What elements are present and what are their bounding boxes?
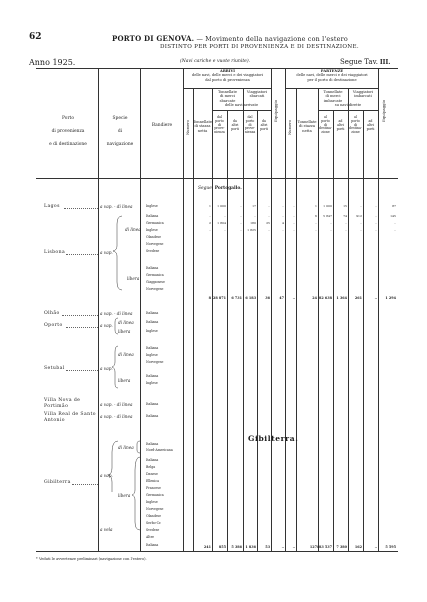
port-setubal: Setubal xyxy=(44,366,65,371)
table-cell: .. xyxy=(209,228,211,232)
table-cell: .. xyxy=(293,221,295,225)
merci-imbarcate-l1: Tonnellate xyxy=(323,90,343,94)
flag-oporto-0: Italiana xyxy=(146,320,159,324)
viaggiatori-sbarcati-l1: Viaggiatori xyxy=(246,90,268,94)
partenze-stazza-l1: Tonnellate xyxy=(297,120,317,124)
table-cell: 5 595 xyxy=(385,545,396,549)
porto-header-line2: di provenienza xyxy=(51,129,85,134)
table-cell: .. xyxy=(375,221,377,225)
table-cell: .. xyxy=(282,214,284,218)
table-cell: 6 731 xyxy=(231,296,242,300)
dal-porto-2-l5: nienza xyxy=(244,130,256,135)
flag-gib-vela-0: Italiana xyxy=(146,543,159,547)
flag-gib-libera-4: Francese xyxy=(146,486,161,490)
table-number: III. xyxy=(379,59,391,66)
table-cell: .. xyxy=(268,214,270,218)
dal-porto-1-l4: prove- xyxy=(214,126,225,131)
equipaggio-partenze-header: Equipaggio xyxy=(381,100,386,122)
title-rest: — Movimento della navigazione con l'estero xyxy=(196,35,348,43)
flag-gib-libera-3: Ellenica xyxy=(146,479,160,483)
table-cell: 855 xyxy=(218,545,226,549)
table-cell: 1 364 xyxy=(336,296,347,300)
table-cell: .. xyxy=(240,221,242,225)
table-cell: 5 847 xyxy=(323,214,332,218)
table-cell: 127 xyxy=(309,545,317,549)
port-villa-real: Villa Real de Santo Antonio xyxy=(44,412,96,423)
table-cell: .. xyxy=(292,545,295,549)
navi-partite-header: su navi dirette xyxy=(334,103,362,107)
specie-header-line2: di xyxy=(117,129,123,134)
merci-imbarcate-l3: imbarcate xyxy=(323,98,343,103)
ad-altri-1-l1: ad xyxy=(338,119,343,123)
table-cell: .. xyxy=(224,214,226,218)
table-cell: .. xyxy=(345,221,347,225)
al-porto-1-l4: destina- xyxy=(319,126,332,131)
flag-setubal-0: Italiana xyxy=(146,346,159,350)
dal-porto-2-l4: prove- xyxy=(244,126,256,131)
dal-porto-2-l2: porto xyxy=(245,118,255,123)
table-cell: 1 xyxy=(209,204,211,208)
table-cell: 82 638 xyxy=(319,296,332,300)
table-cell: .. xyxy=(268,204,270,208)
table-cell: 1 825 xyxy=(247,228,256,232)
al-porto-1-l3: di xyxy=(323,122,328,127)
ad-altri-2-l2: altri xyxy=(367,122,374,127)
flag-olhao: Italiana xyxy=(146,311,159,315)
nav-gibilterra-vela: a vela xyxy=(100,527,113,532)
partenze-sub-2: per il porto di destinazione xyxy=(307,77,357,82)
da-altri-1-l3: porti xyxy=(231,126,239,131)
arrivi-stazza-l2: di stazza xyxy=(194,124,211,129)
flag-lisbona-libera-0: Italiana xyxy=(146,266,159,270)
arrivi-numero-header: Numero xyxy=(186,120,190,135)
specie-header-line3: navigazione xyxy=(106,142,134,147)
table-cell: 8 xyxy=(208,296,211,300)
da-altri-1-l2: altri xyxy=(231,122,239,127)
table-cell: .. xyxy=(293,228,295,232)
table-cell: .. xyxy=(360,204,362,208)
flag-lagos: Inglese xyxy=(146,204,158,208)
table-cell: 7 380 xyxy=(336,545,347,549)
port-olhao: Olhão xyxy=(44,311,60,316)
port-oporto: Oporto xyxy=(44,323,63,328)
arrivi-title: ARRIVI xyxy=(220,69,235,73)
flag-gib-libera-11: Altre xyxy=(146,535,155,539)
flag-lisbona-linea-5: Svedese xyxy=(146,249,160,253)
al-porto-1-l2: porto xyxy=(321,118,330,123)
al-porto-2-l4: destina- xyxy=(349,126,362,131)
table-cell: .. xyxy=(293,214,295,218)
table-cell: .. xyxy=(268,228,270,232)
table-cell: 261 xyxy=(354,296,362,300)
flag-lisbona-linea-2: Inglese xyxy=(146,228,158,232)
table-note: (Navi cariche e vuote riunite). xyxy=(180,59,251,64)
flag-gib-linea-1: Nord-Americana xyxy=(146,448,173,452)
al-porto-2-l2: porto xyxy=(351,118,360,123)
brace-setubal xyxy=(112,346,118,388)
merci-sbarcate-l1: Tonnellate xyxy=(217,90,238,94)
table-cell: 87 xyxy=(392,204,396,208)
section-gibilterra: Gibilterra. xyxy=(248,434,299,443)
brace-gib-linea xyxy=(137,441,140,453)
table-cell: .. xyxy=(292,296,295,300)
flag-gib-libera-6: Inglese xyxy=(146,500,158,504)
flag-villa-real: Italiana xyxy=(146,414,159,418)
section-segue: Segue: xyxy=(198,186,214,191)
nav-gibilterra: a vap. xyxy=(100,473,113,478)
flag-gib-libera-8: Olandese xyxy=(146,514,162,518)
table-cell: 25 xyxy=(266,221,270,225)
nav-olhao: a vap. - di linea xyxy=(100,311,133,316)
viaggiatori-imbarcati-l2: imbarcati xyxy=(354,94,372,99)
table-cell: 28 871 xyxy=(213,296,226,300)
table-cell: .. xyxy=(254,214,256,218)
ad-altri-2-l3: porti xyxy=(366,126,375,131)
merci-sbarcate-l3: sbarcate xyxy=(219,98,236,103)
nav-setubal-libera: libera xyxy=(118,378,131,383)
table-cell: .. xyxy=(394,228,396,232)
table-cell: 1 xyxy=(315,204,317,208)
flag-gib-libera-2: Danese xyxy=(146,472,158,476)
table-cell: .. xyxy=(375,204,377,208)
table-cell: .. xyxy=(224,228,226,232)
section-portogallo-name: Portogallo. xyxy=(214,186,242,191)
flag-setubal-4: Inglese xyxy=(146,381,158,385)
table-cell: .. xyxy=(394,221,396,225)
partenze-stazza-l2: di stazza xyxy=(299,124,315,129)
table-cell: .. xyxy=(374,545,377,549)
table-cell: 162 xyxy=(354,545,362,549)
arrivi-stazza-l3: netta xyxy=(197,128,208,133)
flag-gib-libera-1: Belga xyxy=(146,465,156,469)
table-cell: 1 294 xyxy=(385,296,396,300)
table-cell: 6 183 xyxy=(245,296,256,300)
al-porto-1-l5: zione xyxy=(321,130,330,135)
nav-oporto: a vap. xyxy=(100,323,113,328)
table-cell: 2 xyxy=(209,221,211,225)
merci-imbarcate-l2: di merci xyxy=(325,94,341,99)
table-cell: .. xyxy=(375,228,377,232)
table-cell: 47 xyxy=(279,296,284,300)
table-cell: .. xyxy=(315,221,317,225)
bandiere-header: Bandiere xyxy=(151,123,173,128)
nav-lisbona-libera: libera xyxy=(127,276,140,281)
nav-lisbona-linea: di linea xyxy=(125,227,141,232)
year-label: Anno 1925. xyxy=(29,58,76,67)
partenze-numero-header: Numero xyxy=(288,120,292,135)
nav-setubal-linea: di linea xyxy=(118,352,134,357)
table-cell: 241 xyxy=(203,545,211,549)
porto-header-line3: e di destinazione xyxy=(49,142,87,147)
port-lagos: Lagos xyxy=(44,204,60,209)
arrivi-sub-2: dal porto di provenienza xyxy=(205,77,250,82)
footnote: * Veduti le avvertenze preliminari (navigazione con l'estero). xyxy=(36,557,147,561)
table-cell: 145 xyxy=(390,214,396,218)
da-altri-1-l1: da xyxy=(233,119,237,123)
table-cell: .. xyxy=(375,214,377,218)
flag-gib-linea-0: Italiana xyxy=(146,442,159,446)
al-porto-2-l1: al xyxy=(354,115,357,119)
nav-villa-nova: a vap. - di linea xyxy=(100,402,133,407)
table-cell: .. xyxy=(360,221,362,225)
flag-villa-nova: Italiana xyxy=(146,402,159,406)
flag-setubal-1: Inglese xyxy=(146,353,158,357)
table-cell: 1 000 xyxy=(323,204,332,208)
flag-gib-libera-10: Svedese xyxy=(146,528,160,532)
brace-oporto xyxy=(115,318,118,334)
arrivi-sub-1: delle navi, delle merci e dei viaggiatori xyxy=(191,73,264,78)
title-main: PORTO DI GENOVA. xyxy=(112,34,195,43)
porto-header-line1: Porto xyxy=(62,116,74,121)
table-cell: .. xyxy=(281,545,284,549)
table-cell: 74 xyxy=(343,214,347,218)
table-cell: .. xyxy=(293,204,295,208)
page-subtitle: DISTINTO PER PORTI DI PROVENIENZA E DI DESTINAZIONE. xyxy=(160,44,359,50)
brace-lisbona xyxy=(113,216,122,290)
dal-porto-1-l5: nienza xyxy=(214,130,225,135)
flag-lisbona-libera-3: Norvegese xyxy=(146,287,164,291)
table-cell: 1 000 xyxy=(217,204,226,208)
dal-porto-2-l1: dal xyxy=(247,115,253,119)
flag-lisbona-libera-2: Giapponese xyxy=(146,280,165,284)
table-cell: 15 xyxy=(343,204,347,208)
flag-lisbona-linea-1: Germanica xyxy=(146,221,164,225)
table-cell: 53 xyxy=(265,545,270,549)
table-cell: 4 xyxy=(282,221,284,225)
table-cell: .. xyxy=(240,204,242,208)
table-cell: 1 804 xyxy=(217,221,226,225)
brace-gib-libera xyxy=(132,457,140,530)
port-villa-nova: Villa Nova de Portimão xyxy=(44,398,81,409)
table-cell: 36 xyxy=(265,296,270,300)
partenze-stazza-l3: netta xyxy=(302,128,312,133)
nav-villa-real: a vap. - di linea xyxy=(100,414,133,419)
flag-setubal-3: Italiana xyxy=(146,374,159,378)
table-cell: 483 537 xyxy=(316,545,332,549)
table-cell: 180 xyxy=(250,221,256,225)
brace-gibilterra-top xyxy=(108,441,118,492)
dal-porto-1-l1: dal xyxy=(217,115,222,119)
da-altri-2-l3: porti xyxy=(260,126,268,131)
table-cell: .. xyxy=(315,228,317,232)
table-cell: .. xyxy=(240,228,242,232)
navi-arrivate-header: delle navi arrivate xyxy=(224,103,259,107)
specie-header-line1: Specie xyxy=(112,116,128,121)
port-lisbona: Lisbona xyxy=(44,250,66,255)
ad-altri-1-l3: porti xyxy=(336,126,345,131)
ad-altri-2-l1: ad xyxy=(368,119,373,123)
flag-setubal-2: Norvegese xyxy=(146,360,164,364)
flag-lisbona-libera-1: Germanica xyxy=(146,273,164,277)
ad-altri-1-l2: altri xyxy=(337,122,344,127)
table-cell: .. xyxy=(374,296,377,300)
flag-gib-libera-0: Italiana xyxy=(146,458,159,462)
flag-oporto-1: Inglese xyxy=(146,329,158,333)
nav-setubal: a vap. xyxy=(100,366,113,371)
flag-lisbona-linea-3: Olandese xyxy=(146,235,162,239)
table-cell: .. xyxy=(330,228,332,232)
da-altri-2-l1: da xyxy=(262,119,266,123)
table-cell: 24 xyxy=(312,296,317,300)
table-cell: .. xyxy=(240,214,242,218)
viaggiatori-imbarcati-l1: Viaggiatori xyxy=(352,90,374,94)
dal-porto-1-l2: porto xyxy=(215,118,224,123)
flag-gib-libera-9: Serbo-Cr. xyxy=(146,521,162,525)
flag-gib-libera-5: Germanica xyxy=(146,493,164,497)
nav-oporto-linea: di linea xyxy=(118,320,134,325)
al-porto-2-l5: zione xyxy=(351,130,360,135)
flag-lisbona-linea-0: Italiana xyxy=(146,214,159,218)
table-cell: .. xyxy=(209,214,211,218)
nav-gibilterra-libera: libera xyxy=(118,493,131,498)
equipaggio-arrivi-header: Equipaggio xyxy=(273,100,278,122)
al-porto-1-l1: al xyxy=(324,115,327,119)
partenze-sub-1: delle navi, delle merci e dei viaggiatori xyxy=(296,73,368,78)
table-cell: 912 xyxy=(356,214,362,218)
table-cell: 17 xyxy=(252,204,256,208)
table-cell: .. xyxy=(345,228,347,232)
dal-porto-2-l3: di xyxy=(248,122,252,127)
nav-oporto-libera: libera xyxy=(118,329,131,334)
da-altri-2-l2: altri xyxy=(260,122,268,127)
dal-porto-1-l3: di xyxy=(217,122,222,127)
nav-lisbona: a vap. xyxy=(100,250,113,255)
table-cell: 5 386 xyxy=(231,545,242,549)
table-cell: .. xyxy=(282,228,284,232)
partenze-title: PARTENZE xyxy=(320,69,344,73)
viaggiatori-sbarcati-l2: sbarcati xyxy=(249,94,265,99)
nav-gibilterra-linea: di linea xyxy=(118,445,134,450)
table-cell: 1 836 xyxy=(245,545,256,549)
al-porto-2-l3: di xyxy=(353,122,358,127)
table-cell: 6 xyxy=(315,214,317,218)
table-cell: .. xyxy=(282,204,284,208)
table-cell: .. xyxy=(330,221,332,225)
merci-sbarcate-l2: di merci xyxy=(219,94,235,99)
page-number: 62 xyxy=(29,32,42,42)
flag-lisbona-linea-4: Norvegese xyxy=(146,242,164,246)
port-gibilterra: Gibilterra xyxy=(44,480,71,485)
seque-label: Segue Tav. xyxy=(340,58,378,66)
nav-lagos: a vap. - di linea xyxy=(100,204,133,209)
flag-gib-libera-7: Norvegese xyxy=(146,507,164,511)
arrivi-stazza-l1: Tonnellate xyxy=(193,120,213,124)
table-cell: .. xyxy=(360,228,362,232)
